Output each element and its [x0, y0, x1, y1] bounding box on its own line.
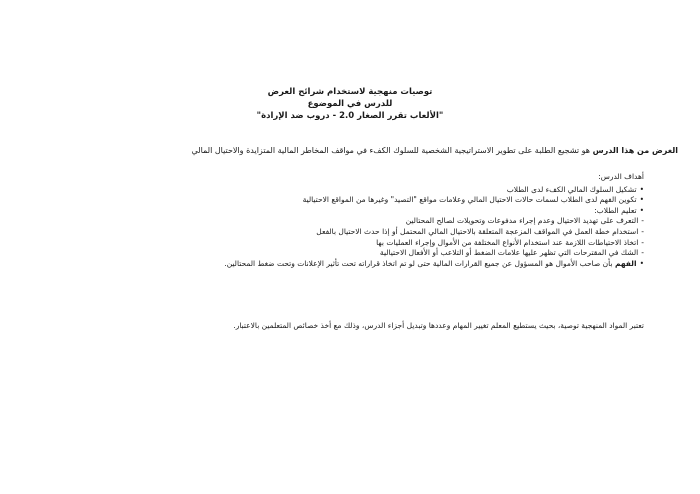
- lesson-purpose: [18, 145, 678, 156]
- item-strong: الفهم: [614, 258, 637, 268]
- dash-mark: -: [641, 237, 644, 247]
- item-text: استخدام خطة العمل في المواقف المزعجة المتعلقة بالاحتيال المالي المحتمل أو إذا حدث الاحتيال بالفعل: [316, 226, 639, 236]
- list-item: [44, 216, 644, 227]
- dash-mark: -: [641, 216, 644, 226]
- purpose-text: هو تشجيع الطلبة على تطوير الاستراتيجية الشخصية للسلوك الكفء في مواقف المخاطر المالية المتزايدة والاحتيال المالي: [191, 146, 593, 155]
- item-text: الشك في المقترحات التي تظهر عليها علامات الضغط أو التلاعب أو الأفعال الاحتيالية: [379, 248, 639, 258]
- objectives-heading: أهداف الدرس:: [598, 172, 644, 181]
- lesson-objectives: [44, 172, 644, 269]
- list-item: [44, 227, 644, 238]
- item-text: تكوين الفهم لدى الطلاب لسمات حالات الاحتيال المالي وعلامات مواقع "التصيد" وغيرها من المواقع الاحتيالية: [302, 195, 637, 205]
- dash-mark: -: [641, 226, 644, 236]
- list-item: [44, 185, 644, 196]
- bullet-mark: •: [639, 195, 644, 205]
- document-title: [150, 86, 550, 122]
- item-text: التعرف على تهديد الاحتيال وعدم إجراء مدفوعات وتحويلات لصالح المحتالين: [405, 216, 639, 226]
- title-line-2: للدرس في الموضوع: [307, 99, 393, 109]
- item-text: بأن صاحب الأموال هو المسؤول عن جميع القرارات المالية حتى لو تم اتخاذ قراراته تحت تأثير الإعلانات وتحت ضغط المحتالين.: [224, 258, 615, 268]
- methodology-note: تعتبر المواد المنهجية توصية، بحيث يستطيع المعلم تغيير المهام وعددها وتبديل أجزاء الدرس، وذلك مع أخذ خصائص المتعلمين بالاعتبار.: [233, 321, 644, 330]
- item-text: تشكيل السلوك المالي الكفء لدى الطلاب: [506, 184, 637, 194]
- purpose-lead: الغرض من هذا الدرس: [592, 146, 678, 155]
- list-item: [44, 206, 644, 217]
- list-item: [44, 195, 644, 206]
- list-item: [44, 259, 644, 270]
- title-line-1: توصيات منهجية لاستخدام شرائح العرض: [267, 87, 433, 97]
- dash-mark: -: [641, 248, 644, 258]
- list-item: [44, 238, 644, 249]
- bullet-mark: •: [639, 184, 644, 194]
- bullet-mark: •: [639, 205, 644, 215]
- objectives-list: [44, 185, 644, 270]
- item-text: اتخاذ الاحتياطات اللازمة عند استخدام الأنواع المختلفة من الأموال وإجراء العمليات بها: [376, 237, 639, 247]
- list-item: [44, 248, 644, 259]
- item-text: تعليم الطلاب:: [594, 205, 637, 215]
- title-line-3: "الألعاب تقرر الصغار 2.0 - دروب ضد الإرادة": [256, 111, 444, 121]
- bullet-mark: •: [639, 258, 644, 268]
